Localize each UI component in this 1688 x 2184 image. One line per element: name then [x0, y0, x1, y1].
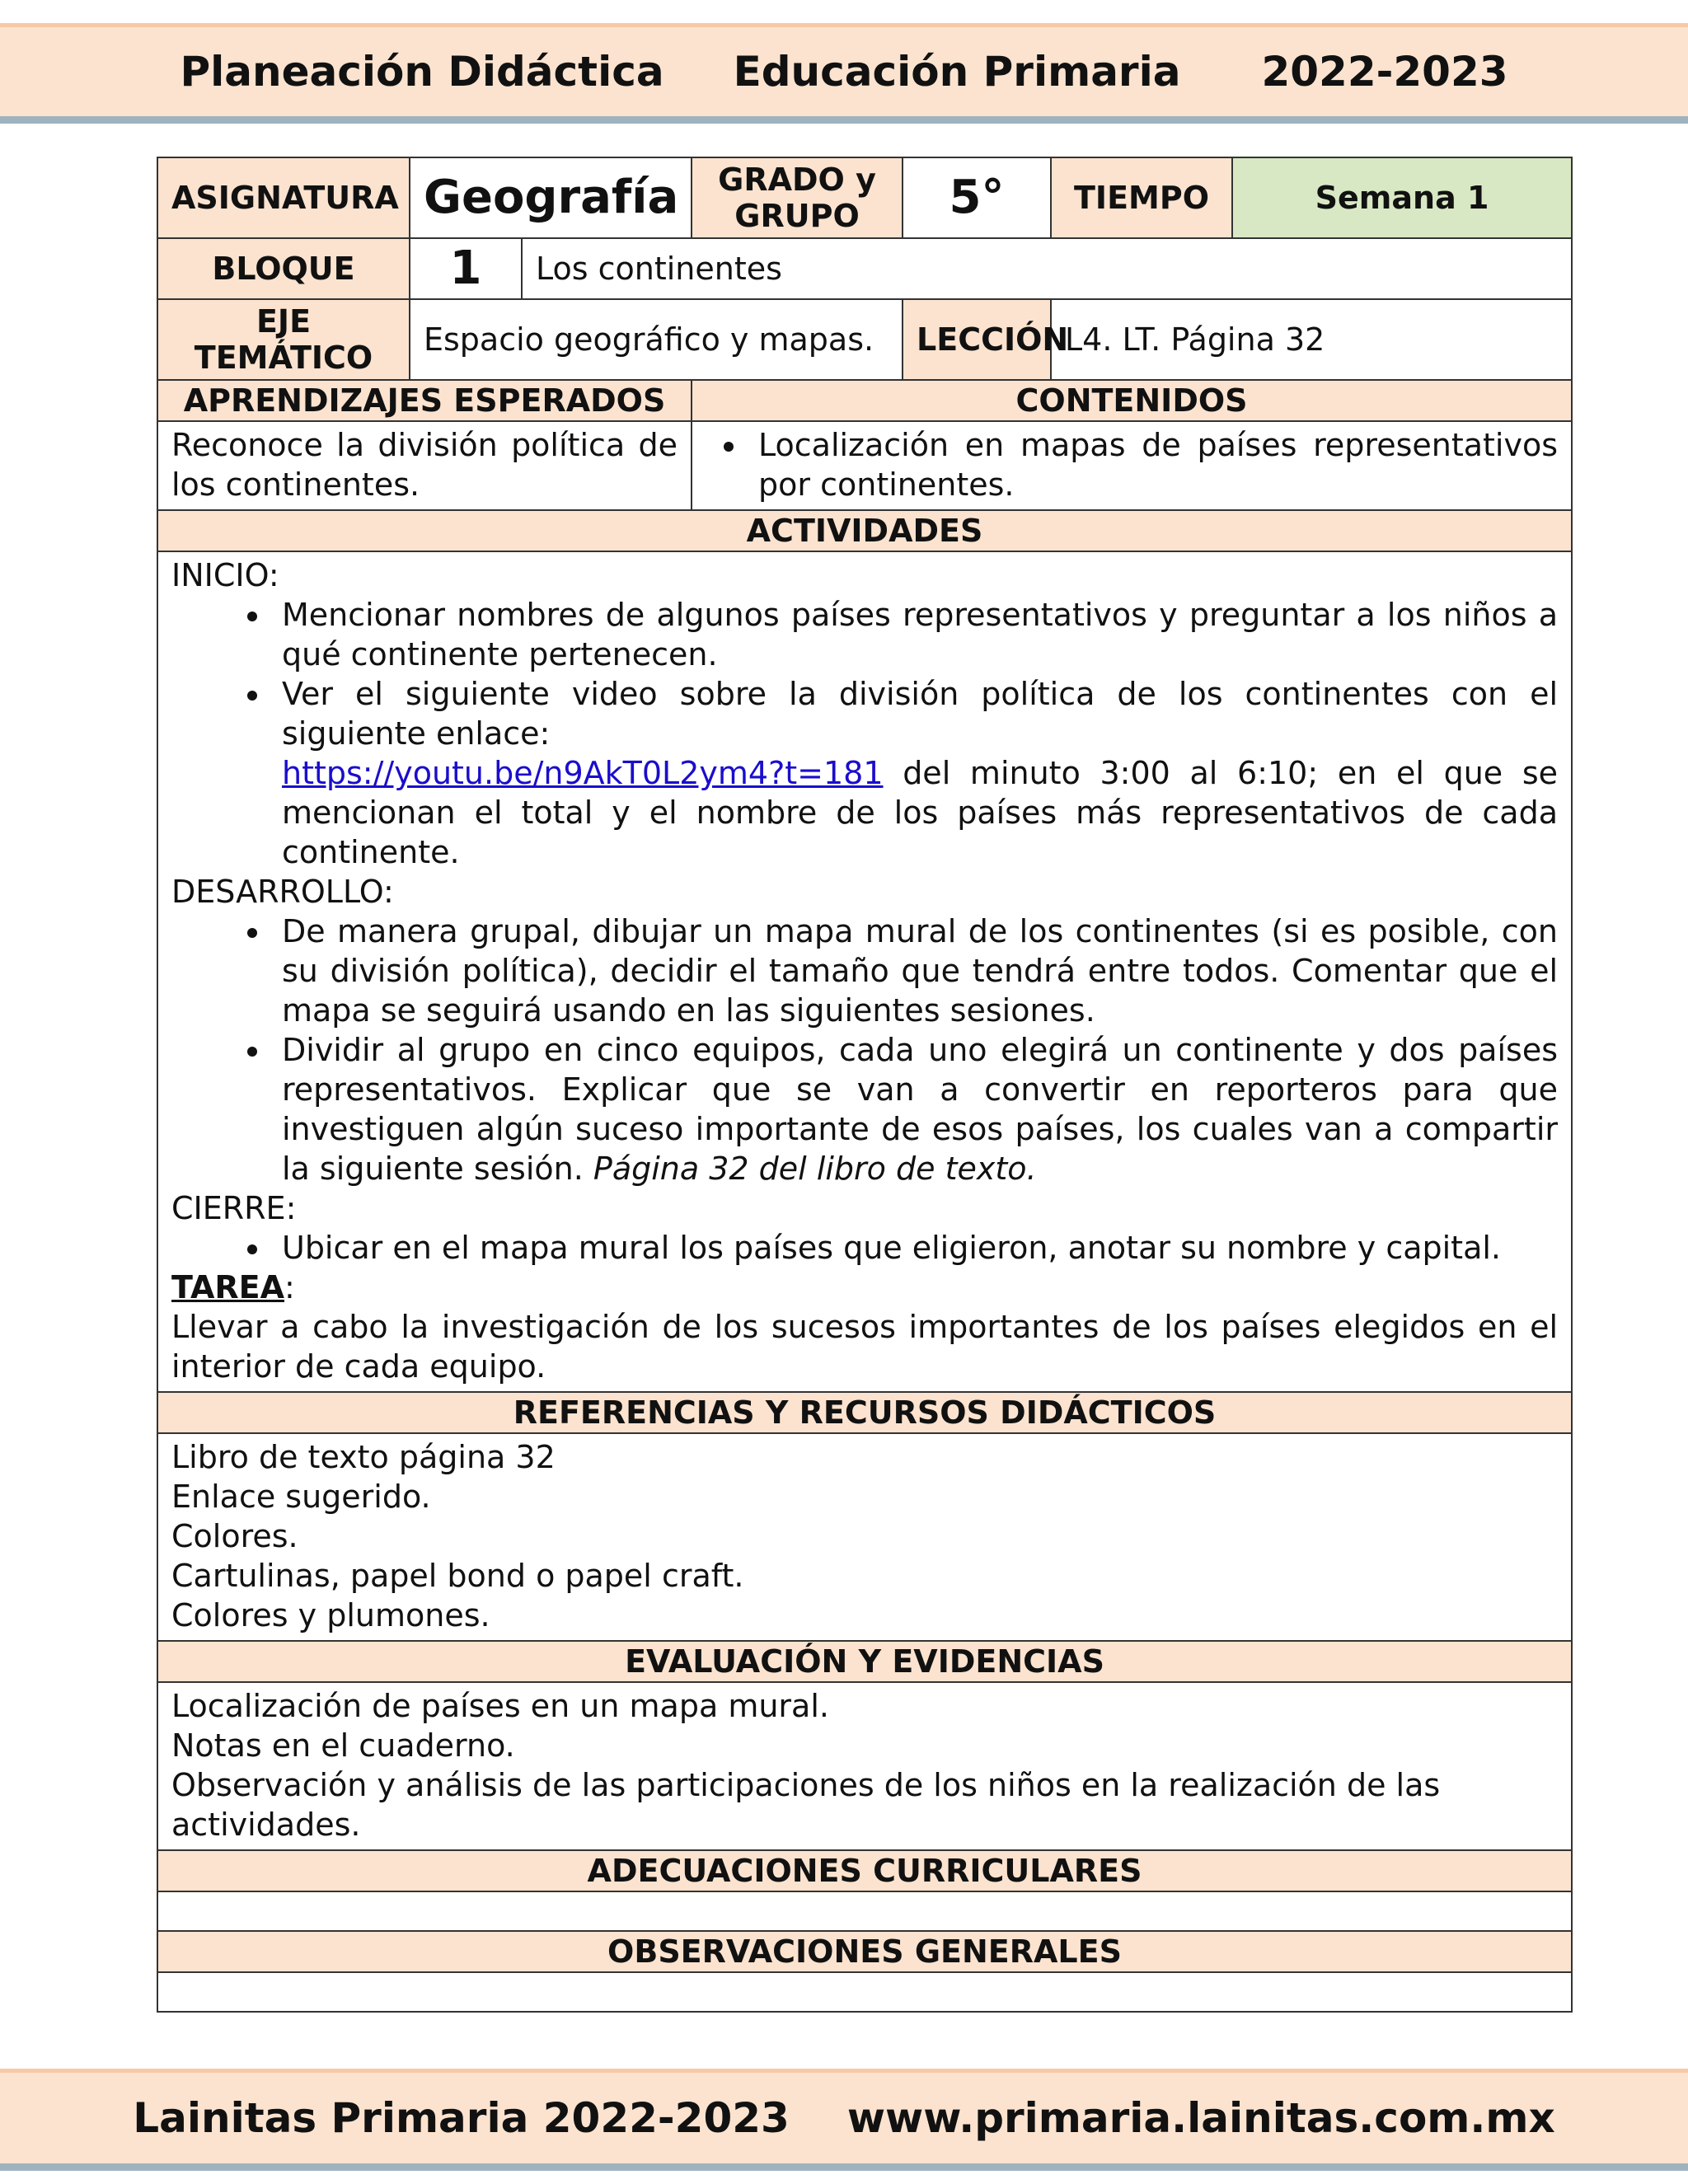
- desarrollo-item: • De manera grupal, dibujar un mapa mural de los continentes (si es posible, con su división política), decidir el tamaño que tendrá entre todos. Comentar que el mapa se seguirá usando en las siguientes sesiones.: [272, 912, 1558, 1030]
- asignatura-value: Geografía: [410, 157, 692, 238]
- adecuaciones-header: [157, 1850, 1572, 1891]
- referencia-line: Libro de texto página 32: [171, 1439, 556, 1475]
- evaluacion-line: Observación y análisis de las participaciones de los niños en la realización de las actividades.: [171, 1767, 1441, 1843]
- header-year: 2022-2023: [1261, 48, 1508, 96]
- adecuaciones-cell: [157, 1891, 1572, 1931]
- contenidos-cell: [692, 421, 1572, 510]
- info-row-2: [157, 238, 1572, 299]
- aprendizajes-label: APRENDIZAJES ESPERADOS: [157, 380, 692, 421]
- tiempo-value: Semana 1: [1232, 157, 1572, 238]
- tarea-text: Llevar a cabo la investigación de los sucesos importantes de los países elegidos en el interior de cada equipo.: [171, 1309, 1559, 1385]
- inicio-label: INICIO:: [171, 557, 279, 593]
- tarea-colon: :: [284, 1269, 295, 1305]
- page-footer: [0, 2069, 1688, 2171]
- evaluacion-header: [157, 1641, 1572, 1682]
- footer-brand: Lainitas Primaria 2022-2023: [133, 2094, 790, 2142]
- page-header: [0, 23, 1688, 124]
- tiempo-label: TIEMPO: [1051, 157, 1232, 238]
- evaluacion-cell: [157, 1682, 1572, 1850]
- inicio-list: [171, 595, 1558, 872]
- referencias-body: [157, 1433, 1572, 1641]
- grado-value: 5°: [903, 157, 1051, 238]
- observaciones-header: [157, 1931, 1572, 1972]
- adecuaciones-body: [157, 1891, 1572, 1931]
- bloque-topic: Los continentes: [522, 238, 1572, 299]
- referencias-header: [157, 1392, 1572, 1433]
- actividades-header: [157, 510, 1572, 551]
- contenidos-label: CONTENIDOS: [692, 380, 1572, 421]
- referencias-cell: [157, 1433, 1572, 1641]
- desarrollo-item-text: Dividir al grupo en cinco equipos, cada uno elegirá un continente y dos países representativos. Explicar que se van a convertir en reporteros para que investiguen algún suceso importante de esos países, los cuales van a compartir la siguiente sesión.: [282, 1032, 1559, 1187]
- referencia-line: Colores y plumones.: [171, 1597, 490, 1633]
- video-link-description: del minuto 3:00 al 6:10; en el que se mencionan el total y el nombre de los países más representativos de cada continente.: [282, 755, 1559, 870]
- cierre-label: CIERRE:: [171, 1190, 297, 1226]
- evaluacion-line: Notas en el cuaderno.: [171, 1727, 515, 1764]
- aprendizajes-contenidos-header: [157, 380, 1572, 421]
- referencia-line: Colores.: [171, 1518, 298, 1554]
- contenidos-list: [706, 425, 1558, 504]
- footer-website: www.primaria.lainitas.com.mx: [846, 2094, 1555, 2142]
- grado-label: GRADO y GRUPO: [692, 157, 903, 238]
- lesson-plan-table: [157, 157, 1573, 2013]
- contenidos-item: • Localización en mapas de países representativos por continentes.: [748, 425, 1558, 504]
- desarrollo-item: [272, 1030, 1558, 1188]
- referencias-label: REFERENCIAS Y RECURSOS DIDÁCTICOS: [157, 1392, 1572, 1433]
- actividades-body: [157, 551, 1572, 1392]
- evaluacion-body: [157, 1682, 1572, 1850]
- asignatura-label: ASIGNATURA: [157, 157, 410, 238]
- header-level: Educación Primaria: [733, 48, 1181, 96]
- desarrollo-list: [171, 912, 1558, 1188]
- aprendizajes-text: Reconoce la división política de los continentes.: [157, 421, 692, 510]
- inicio-item-text: Ver el siguiente video sobre la división política de los continentes con el siguiente enlace:: [282, 676, 1559, 752]
- desarrollo-page-reference: Página 32 del libro de texto.: [593, 1151, 1037, 1187]
- leccion-label: LECCIÓN: [903, 299, 1051, 380]
- eje-value: Espacio geográfico y mapas.: [410, 299, 903, 380]
- video-link[interactable]: https://youtu.be/n9AkT0L2ym4?t=181: [282, 755, 884, 791]
- leccion-value: L4. LT. Página 32: [1051, 299, 1572, 380]
- info-row-1: [157, 157, 1572, 238]
- tarea-label: TAREA: [171, 1269, 285, 1305]
- actividades-cell: [157, 551, 1572, 1392]
- inicio-item-video: [272, 674, 1558, 872]
- observaciones-body: [157, 1972, 1572, 2012]
- eje-label: EJE TEMÁTICO: [157, 299, 410, 380]
- aprendizajes-contenidos-body: [157, 421, 1572, 510]
- info-row-3: [157, 299, 1572, 380]
- actividades-label: ACTIVIDADES: [157, 510, 1572, 551]
- evaluacion-line: Localización de países en un mapa mural.: [171, 1688, 829, 1724]
- bloque-label: BLOQUE: [157, 238, 410, 299]
- observaciones-label: OBSERVACIONES GENERALES: [157, 1931, 1572, 1972]
- referencia-line: Enlace sugerido.: [171, 1479, 431, 1515]
- observaciones-cell: [157, 1972, 1572, 2012]
- header-title: Planeación Didáctica: [180, 48, 664, 96]
- referencia-line: Cartulinas, papel bond o papel craft.: [171, 1558, 744, 1594]
- desarrollo-label: DESARROLLO:: [171, 874, 394, 910]
- adecuaciones-label: ADECUACIONES CURRICULARES: [157, 1850, 1572, 1891]
- inicio-item: • Mencionar nombres de algunos países representativos y preguntar a los niños a qué continente pertenecen.: [272, 595, 1558, 674]
- tarea-heading: [171, 1268, 1558, 1307]
- cierre-list: [171, 1228, 1558, 1268]
- evaluacion-label: EVALUACIÓN Y EVIDENCIAS: [157, 1641, 1572, 1682]
- cierre-item: • Ubicar en el mapa mural los países que eligieron, anotar su nombre y capital.: [272, 1228, 1558, 1268]
- bloque-value: 1: [410, 238, 522, 299]
